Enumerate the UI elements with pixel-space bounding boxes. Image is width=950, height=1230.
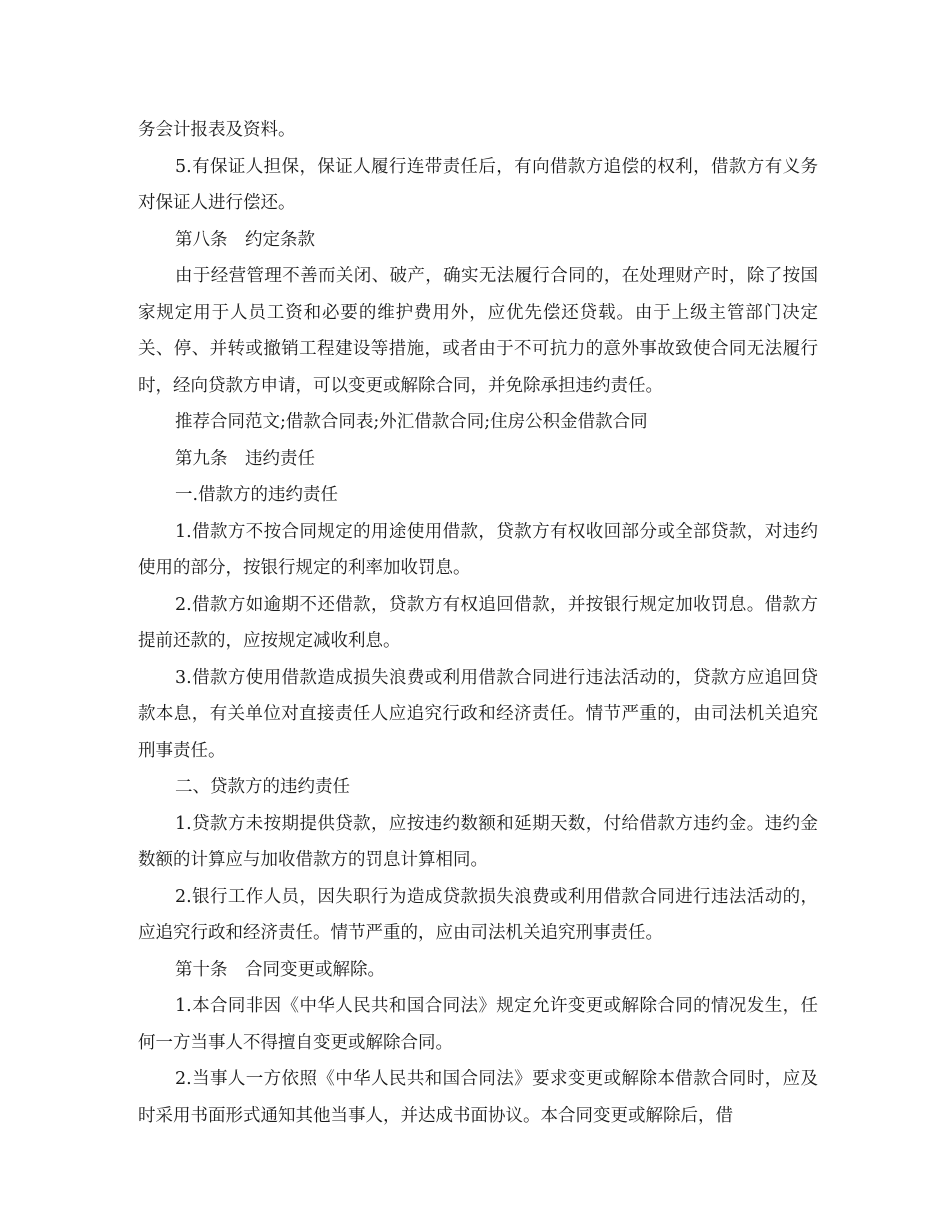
section-heading-article-10: 第十条 合同变更或解除。 bbox=[175, 959, 385, 980]
paragraph: 3.借款方使用借款造成损失浪费或利用借款合同进行违法活动的，贷款方应追回贷款本息，有关单位对直接责任人应追究行政和经济责任。情节严重的，由司法机关追究刑事责任。 bbox=[138, 667, 818, 761]
paragraph: 1.贷款方未按期提供贷款，应按违约数额和延期天数，付给借款方违约金。违约金数额的计算应与加收借款方的罚息计算相同。 bbox=[138, 813, 818, 870]
subsection-heading-borrower: 一.借款方的违约责任 bbox=[175, 485, 339, 505]
paragraph: 5.有保证人担保，保证人履行连带责任后，有向借款方追偿的权利，借款方有义务对保证人进行偿还。 bbox=[138, 156, 818, 213]
paragraph: 由于经营管理不善而关闭、破产，确实无法履行合同的，在处理财产时，除了按国家规定用于人员工资和必要的维护费用外，应优先偿还贷载。由于上级主管部门决定关、停、并转或撤销工程建设等措施，或者由于不可抗力的意外事故致使合同无法履行时，经向贷款方申请，可以变更或解除合同，并免除承担违约责任。 bbox=[138, 266, 818, 396]
document-body bbox=[138, 112, 818, 1134]
subsection-heading-lender: 二、贷款方的违约责任 bbox=[175, 777, 350, 797]
paragraph: 1.本合同非因《中华人民共和国合同法》规定允许变更或解除合同的情况发生，任何一方当事人不得擅自变更或解除合同。 bbox=[138, 996, 818, 1053]
paragraph: 2.当事人一方依照《中华人民共和国合同法》要求变更或解除本借款合同时，应及时采用书面形式通知其他当事人，并达成书面协议。本合同变更或解除后，借 bbox=[138, 1069, 818, 1126]
paragraph: 1.借款方不按合同规定的用途使用借款，贷款方有权收回部分或全部贷款，对违约使用的部分，按银行规定的利率加收罚息。 bbox=[138, 521, 818, 578]
paragraph: 务会计报表及资料。 bbox=[138, 120, 296, 140]
section-heading-article-9: 第九条 违约责任 bbox=[175, 448, 315, 469]
paragraph: 2.借款方如逾期不还借款，贷款方有权追回借款，并按银行规定加收罚息。借款方提前还款的，应按规定减收利息。 bbox=[138, 594, 818, 651]
recommended-templates-line: 推荐合同范文;借款合同表;外汇借款合同;住房公积金借款合同 bbox=[175, 412, 648, 432]
section-heading-article-8: 第八条 约定条款 bbox=[175, 229, 315, 250]
paragraph: 2.银行工作人员，因失职行为造成贷款损失浪费或利用借款合同进行违法活动的，应追究行政和经济责任。情节严重的，应由司法机关追究刑事责任。 bbox=[138, 886, 818, 943]
